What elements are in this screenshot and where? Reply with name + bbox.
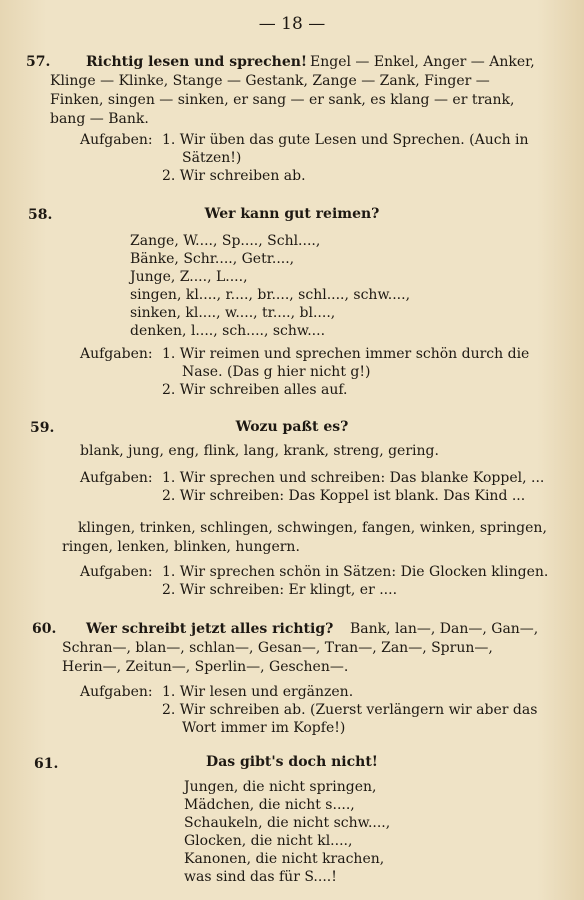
task-58-2: 2. Wir schreiben alles auf. (162, 382, 348, 398)
tasks-label-60: Aufgaben: (80, 684, 153, 700)
task-58-1: 1. Wir reimen und sprechen immer schön durch die (162, 346, 530, 362)
task-59a-2: 2. Wir schreiben: Das Koppel ist blank. Das Kind ... (162, 488, 526, 504)
poem-line-1: Jungen, die nicht springen, (184, 779, 377, 795)
rhyme-line-6: denken, l...., sch...., schw.... (130, 323, 326, 339)
exercise-title-58: Wer kann gut reimen? (204, 206, 380, 222)
rhyme-line-1: Zange, W...., Sp...., Schl...., (130, 233, 321, 249)
exercise-title-57: Richtig lesen und sprechen! (86, 54, 308, 70)
task-59b-1: 1. Wir sprechen schön in Sätzen: Die Glocken klingen. (162, 564, 549, 580)
verb-list-line2: ringen, lenken, blinken, hungern. (62, 539, 300, 555)
poem-line-3: Schaukeln, die nicht schw...., (184, 815, 391, 831)
exercise-title-61: Das gibt's doch nicht! (206, 754, 378, 770)
task-59b-2: 2. Wir schreiben: Er klingt, er .... (162, 582, 398, 598)
rhyme-line-4: singen, kl...., r...., br...., schl...., schw...., (130, 287, 411, 303)
exercise-number-60: 60. (32, 621, 57, 637)
task-57-1b: Sätzen!) (182, 150, 242, 166)
poem-line-2: Mädchen, die nicht s...., (184, 797, 355, 813)
task-57-1: 1. Wir üben das gute Lesen und Sprechen. (Auch in (162, 132, 529, 148)
exercise-title-59: Wozu paßt es? (235, 419, 349, 435)
exercise-text-60-line1: Bank, lan—, Dan—, Gan—, (350, 621, 539, 637)
poem-line-6: was sind das für S....! (184, 869, 337, 885)
verb-list-line1: klingen, trinken, schlingen, schwingen, fangen, winken, springen, (78, 520, 547, 536)
rhyme-line-5: sinken, kl...., w...., tr...., bl...., (130, 305, 336, 321)
rhyme-line-2: Bänke, Schr...., Getr...., (130, 251, 295, 267)
exercise-title-60: Wer schreibt jetzt alles richtig? (86, 621, 334, 637)
task-57-2: 2. Wir schreiben ab. (162, 168, 306, 184)
exercise-number-57: 57. (26, 54, 51, 70)
tasks-label-57: Aufgaben: (80, 132, 153, 148)
page-number: — 18 — (258, 14, 326, 34)
task-60-2b: Wort immer im Kopfe!) (182, 720, 346, 736)
exercise-text-60-line2: Schran—, blan—, schlan—, Gesan—, Tran—, Zan—, Sprun—, (62, 640, 493, 656)
adjective-list: blank, jung, eng, flink, lang, krank, streng, gering. (80, 443, 439, 459)
exercise-text-57-line4: bang — Bank. (50, 111, 149, 127)
task-59a-1: 1. Wir sprechen und schreiben: Das blanke Koppel, ... (162, 470, 545, 486)
tasks-label-59a: Aufgaben: (80, 470, 153, 486)
poem-line-5: Kanonen, die nicht krachen, (184, 851, 385, 867)
poem-line-4: Glocken, die nicht kl...., (184, 833, 353, 849)
exercise-number-59: 59. (30, 420, 55, 436)
tasks-label-59b: Aufgaben: (80, 564, 153, 580)
exercise-number-58: 58. (28, 207, 53, 223)
exercise-text-60-line3: Herin—, Zeitun—, Sperlin—, Geschen—. (62, 659, 349, 675)
task-60-2: 2. Wir schreiben ab. (Zuerst verlängern wir aber das (162, 702, 538, 718)
exercise-text-57-line1: Engel — Enkel, Anger — Anker, (310, 54, 535, 70)
exercise-number-61: 61. (34, 756, 59, 772)
tasks-label-58: Aufgaben: (80, 346, 153, 362)
task-58-1b: Nase. (Das g hier nicht g!) (182, 364, 371, 380)
exercise-text-57-line3: Finken, singen — sinken, er sang — er sank, es klang — er trank, (50, 92, 515, 108)
rhyme-line-3: Junge, Z...., L...., (130, 269, 248, 285)
task-60-1: 1. Wir lesen und ergänzen. (162, 684, 354, 700)
exercise-text-57-line2: Klinge — Klinke, Stange — Gestank, Zange — Zank, Finger — (50, 73, 490, 89)
